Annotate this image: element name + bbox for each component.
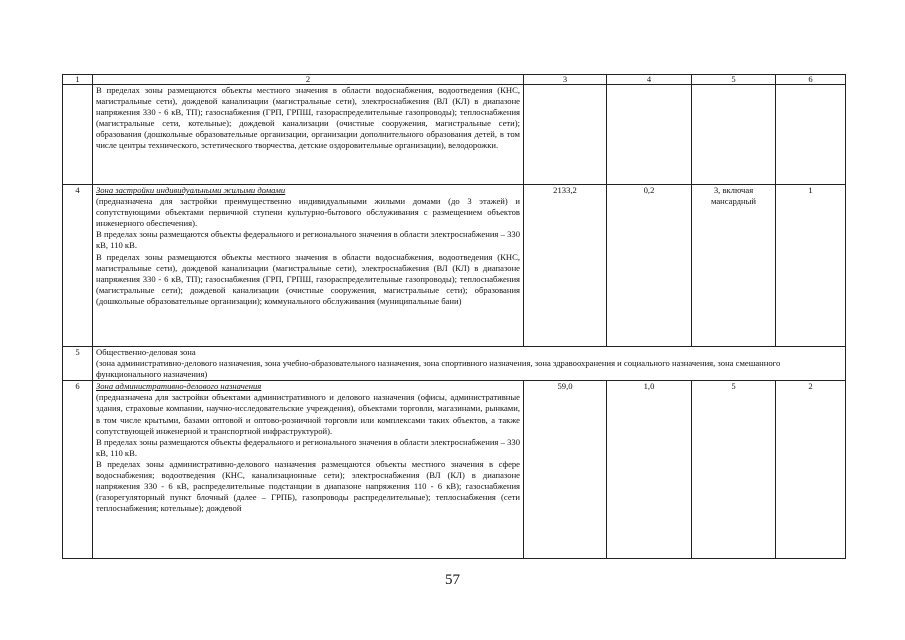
row-number-cell: 5: [63, 347, 93, 381]
table-row: [63, 381, 846, 559]
table-cell: [607, 85, 692, 185]
header-cell: 4: [607, 75, 692, 85]
page-number: 57: [445, 572, 460, 588]
row-number-cell: 6: [63, 381, 93, 559]
table-cell: [692, 85, 776, 185]
header-cell: 6: [776, 75, 846, 85]
zone-paragraph: В пределах зоны размещаются объекты федерального и регионального значения в области электроснабжения – 330 кВ, 110 кВ.: [96, 229, 520, 251]
zones-table: [62, 74, 846, 559]
table-cell: [524, 85, 607, 185]
table-row: [63, 347, 846, 381]
zone-description: [93, 381, 524, 559]
value-cell: 0,2: [607, 185, 692, 347]
zone-description: [93, 185, 524, 347]
header-cell: 2: [93, 75, 524, 85]
value-cell: 5: [692, 381, 776, 559]
zone-paragraph: В пределах зоны административно-делового назначения размещаются объекты местного значения в сфере водоснабжения; водоотведения (КНС, канализационные сети); электроснабжения (ВЛ (КЛ) в диапазоне напряжения 330 - 6 кВ, распределительные подстанции в диапазоне напряжения 110 - 6 кВ); газоснабжения (газорегуляторный пункт блочный (далее – ГРПБ), газопроводы распределительные); теплоснабжения (сети теплоснабжения; котельные); дождевой: [96, 458, 520, 514]
header-cell: 3: [524, 75, 607, 85]
zone-paragraph: (предназначена для застройки преимущественно индивидуальными жилыми домами (до 3 этажей) и сопутствующими объектами первичной ступени культурно-бытового обслуживания с размещением объектов инженерного обеспечения).: [96, 196, 520, 229]
zone-description-continued: В пределах зоны размещаются объекты местного значения в области водоснабжения, водоотведения (КНС, магистральные сети), дождевой канализации (магистральные сети), электроснабжения (ВЛ (КЛ) в диапазоне напряжения 330 - 6 кВ, ТП); газоснабжения (ГРП, ГРПШ, газораспределительные газопроводы); теплоснабжения (магистральные сети, котельные); дождевой канализации (очистные сооружения, магистральные сети); образования (дошкольные образовательные организации, организации дополнительного образования детей, в том числе центры технического, эстетического творчества, детские оздоровительные организации), велодорожки.: [93, 85, 524, 185]
value-cell: 2: [776, 381, 846, 559]
zone-group-text: (зона административно-делового назначения, зона учебно-образовательного назначения, зона спортивного назначения, зона здравоохранения и социального назначения, зона смешанного функционального назначения): [96, 358, 781, 380]
header-cell: 1: [63, 75, 93, 85]
value-cell: 1: [776, 185, 846, 347]
table-row: [63, 185, 846, 347]
zone-group-title: Общественно-деловая зона: [96, 347, 196, 357]
value-cell: 2133,2: [524, 185, 607, 347]
zone-paragraph: В пределах зоны размещаются объекты федерального и регионального значения в области электроснабжения – 330 кВ, 110 кВ.: [96, 436, 520, 458]
header-cell: 5: [692, 75, 776, 85]
value-cell: 59,0: [524, 381, 607, 559]
row-number-cell: [63, 85, 93, 185]
table-header-row: [63, 75, 846, 85]
row-number-cell: 4: [63, 185, 93, 347]
value-cell: 3, включая мансардный: [692, 185, 776, 347]
zone-paragraph: В пределах зоны размещаются объекты местного значения в области водоснабжения, водоотведения (КНС, магистральные сети), дождевой канализации (магистральные сети), электроснабжения (ВЛ (КЛ) в диапазоне напряжения 330 - 6 кВ, ТП); газоснабжения (ГРП, ГРПШ, газораспределительные газопроводы); теплоснабжения (магистральные сети); дождевой канализации (очистные сооружения, магистральные сети); образования (дошкольные образовательные организации); коммунального обслуживания (муниципальные бани): [96, 251, 520, 306]
table-cell: [776, 85, 846, 185]
zone-group-description: [93, 347, 846, 381]
zone-name: Зона административно-делового назначения: [96, 381, 262, 392]
zone-paragraph: (предназначена для застройки объектами административного и делового назначения (офисы, административные здания, страховые компании, научно-исследовательские учреждения), объектами торговли, магазинами, рынками, в том числе крытыми, базами оптовой и оптово-розничной торговли или комплексами таких объектов, а также сопутствующей инженерной и транспортной инфраструктурой).: [96, 392, 520, 436]
value-cell: 1,0: [607, 381, 692, 559]
zone-name: Зона застройки индивидуальными жилыми домами: [96, 185, 286, 195]
table-row: [63, 85, 846, 185]
